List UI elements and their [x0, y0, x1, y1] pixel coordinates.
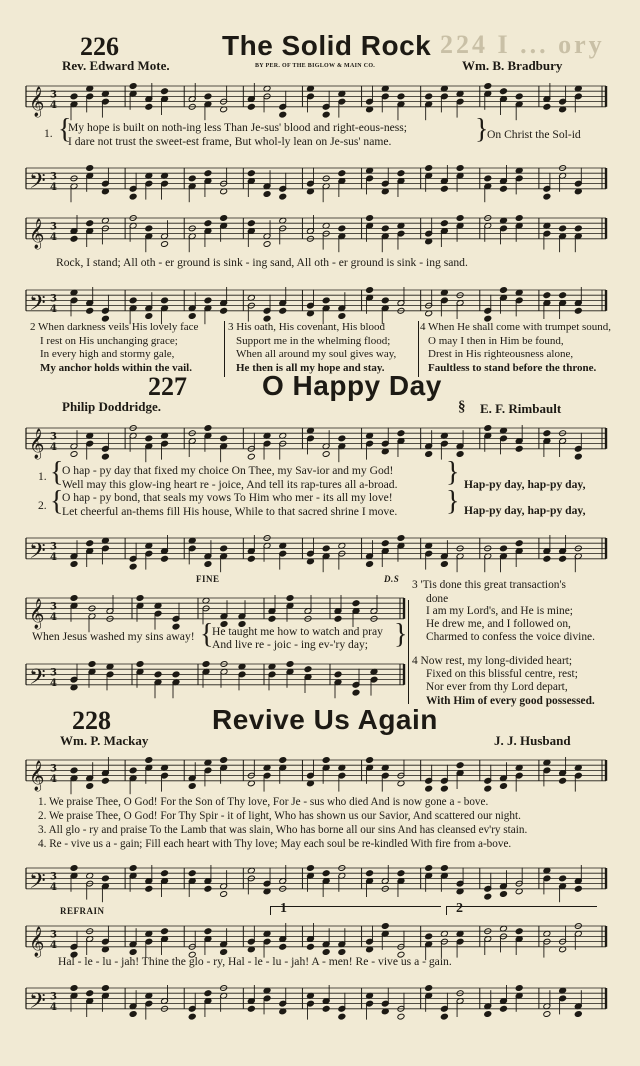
staff-228-row2-bass [26, 978, 606, 1018]
note-head [86, 783, 94, 790]
verse-line: Faultless to stand before the throne. [428, 361, 597, 374]
note-head [145, 313, 153, 320]
note-head [322, 297, 330, 304]
note-head [543, 193, 551, 200]
staff-227-row1-bass [26, 528, 606, 568]
note-head [381, 297, 389, 304]
time-signature: 3 [50, 991, 57, 1003]
note-head [397, 93, 405, 100]
note-head [161, 928, 169, 935]
note-head [334, 615, 342, 622]
note-head [307, 865, 315, 872]
note-head [70, 561, 78, 568]
verse-line: Support me in the whelming flood; [236, 334, 391, 347]
note-head [484, 893, 492, 900]
note-head [543, 1011, 551, 1018]
note-head [161, 297, 169, 304]
note-head [425, 933, 433, 940]
verse-line: Nor ever from thy Lord depart, [426, 681, 568, 694]
note-head [286, 595, 294, 602]
note-head [279, 307, 287, 314]
time-signature: 3 [50, 171, 57, 183]
author-228: Wm. P. Mackay [60, 733, 149, 748]
note-head [188, 783, 196, 790]
note-head [515, 928, 523, 935]
note-head [279, 193, 287, 200]
brace: } [475, 114, 489, 145]
stanza-line: 3. All glo - ry and praise To the Lamb that was slain, Who has borne all our sins And has cleansed ev'ry stain. [38, 824, 528, 836]
note-head [440, 220, 448, 227]
note-head [204, 93, 212, 100]
verse-line: My anchor holds within the vail. [40, 361, 192, 374]
note-head [397, 430, 405, 437]
time-signature: 3 [50, 89, 57, 101]
note-head [70, 595, 78, 602]
note-head [101, 985, 109, 992]
note-head [322, 545, 330, 552]
note-head [220, 891, 228, 898]
note-head [145, 885, 153, 892]
note-head [136, 595, 144, 602]
note-head [101, 875, 109, 882]
note-head [484, 425, 492, 432]
note-head [574, 453, 582, 460]
verse-number: 1. [44, 127, 53, 140]
brace: } [394, 619, 408, 650]
note-head [440, 561, 448, 568]
note-head [145, 103, 153, 110]
note-head [366, 870, 374, 877]
note-head [352, 689, 360, 696]
note-head [204, 990, 212, 997]
note-head [366, 287, 374, 294]
time-signature: 4 [50, 99, 57, 111]
note-head [338, 1013, 346, 1020]
note-head [543, 292, 551, 299]
lyric-line: O hap - py bond, that seals my vows To Him who mer - its all my love! [62, 491, 393, 504]
verse-line: 4 Now rest, my long-divided heart; [412, 655, 573, 667]
clef-icon: 𝄞 [29, 760, 45, 791]
note-head [425, 785, 433, 792]
lyric-line: He taught me how to watch and pray [212, 625, 383, 638]
note-head [515, 445, 523, 452]
time-signature: 3 [50, 541, 57, 553]
clef-icon: 𝄞 [29, 428, 45, 459]
note-head [202, 661, 210, 668]
note-head [145, 225, 153, 232]
note-head [129, 865, 137, 872]
time-signature: 4 [50, 231, 57, 243]
note-head [188, 1013, 196, 1020]
staff-227-row2-bass [26, 654, 404, 694]
note-head [204, 425, 212, 432]
brace: { [50, 457, 64, 488]
note-head [161, 88, 169, 95]
verse-number: 1. [38, 470, 47, 483]
time-signature: 3 [50, 601, 57, 613]
verse-line: He then is all my hope and stay. [236, 361, 385, 374]
hymn-number-226: 226 [80, 32, 119, 61]
note-head [161, 870, 169, 877]
note-head [247, 220, 255, 227]
note-head [456, 762, 464, 769]
note-head [397, 870, 405, 877]
note-head [381, 540, 389, 547]
clef-icon: 𝄞 [29, 598, 45, 629]
verse-line: With Him of every good possessed. [426, 694, 595, 707]
verse-line: Fixed on this blissful centre, rest; [426, 668, 578, 681]
lyric-line: Let cheerful an-thems fill His house, While to that sacred shrine I move. [62, 505, 398, 518]
note-head [70, 93, 78, 100]
note-head [204, 297, 212, 304]
verse-line: I rest on His unchanging grace; [40, 334, 178, 347]
note-head [425, 165, 433, 172]
note-head [247, 1005, 255, 1012]
note-head [70, 985, 78, 992]
lyric-line: My hope is built on noth-ing less Than Je-sus' blood and right-eous-ness; [68, 121, 408, 134]
clef-icon: 𝄢 [29, 168, 46, 199]
note-head [366, 215, 374, 222]
note-head [154, 671, 162, 678]
staff-228-row2-treble [26, 916, 606, 956]
time-signature: 3 [50, 293, 57, 305]
verse-line: When all around my soul gives way, [236, 348, 397, 361]
note-head [574, 225, 582, 232]
clef-icon: 𝄞 [29, 926, 45, 957]
time-signature: 3 [50, 763, 57, 775]
clef-icon: 𝄞 [29, 86, 45, 117]
note-head [247, 555, 255, 562]
note-head [161, 241, 169, 248]
time-signature: 4 [50, 1001, 57, 1013]
staff-227-row2-treble [26, 588, 404, 628]
stanza-line: 1. We praise Thee, O God! For the Son of Thy love, For Je - sus who died And is now gone a - bove. [38, 796, 489, 808]
note-head [440, 1013, 448, 1020]
clef-icon: 𝄞 [29, 218, 45, 249]
verse-line: He drew me, and I followed on, [426, 618, 571, 631]
note-head [129, 767, 137, 774]
verse-number: 2. [38, 499, 47, 512]
note-head [322, 870, 330, 877]
note-head [456, 215, 464, 222]
clef-icon: 𝄢 [29, 538, 46, 569]
staff-227-row1-treble [26, 418, 606, 458]
note-head [338, 435, 346, 442]
lyric-line: On Christ the Sol-id [487, 128, 581, 141]
note-head [204, 220, 212, 227]
note-head [425, 865, 433, 872]
note-head [247, 170, 255, 177]
note-head [574, 885, 582, 892]
time-signature: 3 [50, 871, 57, 883]
hymn-title-228: Revive Us Again [212, 704, 438, 735]
brace: { [58, 114, 72, 145]
brace: { [50, 486, 64, 517]
clef-icon: 𝄢 [29, 988, 46, 1019]
brace: } [446, 486, 460, 517]
note-head [263, 191, 271, 198]
verse-line [412, 579, 566, 606]
note-head [425, 93, 433, 100]
time-signature: 4 [50, 181, 57, 193]
verse-line: Drest in His righteousness alone, [428, 348, 574, 361]
refrain-lyric: Hap-py day, hap-py day, [464, 504, 586, 517]
note-head [304, 666, 312, 673]
clef-icon: 𝄢 [29, 290, 46, 321]
note-head [440, 785, 448, 792]
verse-block [228, 321, 396, 375]
time-signature: 4 [50, 611, 57, 623]
note-head [425, 451, 433, 458]
time-signature: 3 [50, 431, 57, 443]
author-226: Rev. Edward Mote. [62, 58, 170, 73]
note-head [220, 307, 228, 314]
note-head [220, 757, 228, 764]
note-head [543, 103, 551, 110]
segno-icon: § [458, 399, 466, 415]
note-head [136, 661, 144, 668]
verse-line: Charmed to confess the voice divine. [426, 631, 595, 644]
note-head [543, 430, 551, 437]
refrain-label: REFRAIN [60, 906, 105, 916]
brace: } [446, 457, 460, 488]
note-head [279, 757, 287, 764]
note-head [559, 875, 567, 882]
staff-226-row1-treble [26, 76, 606, 116]
brace: { [200, 619, 214, 650]
note-head [440, 185, 448, 192]
note-head [86, 165, 94, 172]
verse-block [412, 579, 566, 606]
note-head [86, 990, 94, 997]
staff-226-row1-bass [26, 158, 606, 198]
composer-228: J. J. Husband [494, 733, 571, 748]
note-head [338, 313, 346, 320]
note-head [574, 1011, 582, 1018]
note-head [366, 561, 374, 568]
lyric-line: Rock, I stand; All oth - er ground is sink - ing sand, All oth - er ground is sink - ing sand. [56, 256, 468, 269]
note-head [484, 785, 492, 792]
note-head [204, 928, 212, 935]
note-head [484, 83, 492, 90]
note-head [500, 545, 508, 552]
note-head [322, 757, 330, 764]
divider [224, 321, 225, 377]
note-head [484, 175, 492, 182]
note-head [500, 185, 508, 192]
hymn-number-227: 227 [148, 372, 187, 401]
note-head [397, 1013, 405, 1020]
verse-line: 2 When darkness veils His lovely face [30, 321, 199, 333]
note-head [247, 453, 255, 460]
ending-bracket-1 [270, 906, 441, 915]
note-head [88, 661, 96, 668]
verse-text: done [426, 592, 449, 605]
stanza-line: 4. Re - vive us a - gain; Fill each heart with Thy love; May each soul be re-kindled With fire from a-bove. [38, 838, 512, 850]
note-head [440, 865, 448, 872]
note-head [515, 215, 523, 222]
note-head [204, 885, 212, 892]
lyric-line: And live re - joic - ing ev-'ry day; [212, 638, 368, 651]
refrain-lyric: Hap-py day, hap-py day, [464, 478, 586, 491]
note-head [204, 561, 212, 568]
ds-mark: D.S [384, 574, 400, 584]
author-227: Philip Doddridge. [62, 399, 161, 414]
note-head [484, 1011, 492, 1018]
bleed-through-text: 224 I ... ory [440, 30, 605, 59]
note-head [515, 93, 523, 100]
staff-226-row2-bass [26, 280, 606, 320]
note-head [70, 235, 78, 242]
note-head [129, 83, 137, 90]
note-head [129, 1011, 137, 1018]
note-head [456, 165, 464, 172]
time-signature: 3 [50, 667, 57, 679]
note-head [263, 241, 271, 248]
note-head [334, 671, 342, 678]
composer-226: Wm. B. Bradbury [462, 58, 563, 73]
divider [418, 321, 419, 377]
note-head [279, 943, 287, 950]
verse-line: In every high and stormy gale, [40, 348, 175, 361]
composer-227: E. F. Rimbault [480, 401, 562, 416]
note-head [145, 757, 153, 764]
clef-icon: 𝄢 [29, 664, 46, 695]
note-head [559, 225, 567, 232]
note-head [172, 623, 180, 630]
time-signature: 4 [50, 303, 57, 315]
verse-line: 3 His oath, His covenant, His blood [228, 321, 386, 333]
stanza-line: 2. We praise Thee, O God! For Thy Spir - it of light, Who has shown us our Savior, And scattered our night. [38, 810, 521, 822]
verse-line: I am my Lord's, and He is mine; [426, 605, 573, 617]
staff-228-row1-bass [26, 858, 606, 898]
note-head [425, 985, 433, 992]
lyric-line: O hap - py day that fixed my choice On Thee, my Sav-ior and my God! [62, 464, 394, 477]
note-head [129, 193, 137, 200]
hymn-title-226: The Solid Rock [222, 30, 432, 61]
verse-line: O may I then in Him be found, [428, 334, 564, 347]
note-head [188, 870, 196, 877]
verse-text: 3 'Tis done this great transaction's [412, 579, 566, 591]
note-head [322, 1005, 330, 1012]
note-head [352, 600, 360, 607]
note-head [101, 777, 109, 784]
lyric-line: When Jesus washed my sins away! [32, 630, 195, 643]
note-head [220, 435, 228, 442]
verse-block [30, 321, 198, 375]
ending-bracket-2 [446, 906, 597, 915]
note-head [500, 88, 508, 95]
verse-block [420, 321, 611, 375]
note-head [381, 923, 389, 930]
note-head [307, 943, 315, 950]
time-signature: 4 [50, 551, 57, 563]
note-head [500, 891, 508, 898]
staff-228-row1-treble [26, 750, 606, 790]
staff-226-row2-treble [26, 208, 606, 248]
divider [408, 600, 409, 704]
note-head [129, 297, 137, 304]
clef-icon: 𝄢 [29, 868, 46, 899]
lyric-line: Well may this glow-ing heart re - joice, And tell its rap-tures all a-broad. [62, 478, 398, 491]
note-head [559, 777, 567, 784]
note-head [500, 287, 508, 294]
verse-block [412, 605, 595, 645]
time-signature: 4 [50, 881, 57, 893]
note-head [574, 307, 582, 314]
permission-notice: BY PER. OF THE BIGLOW & MAIN CO. [255, 63, 376, 69]
note-head [268, 615, 276, 622]
verse-line: 4 When He shall come with trumpet sound, [420, 321, 612, 333]
note-head [397, 170, 405, 177]
note-head [559, 292, 567, 299]
note-head [220, 215, 228, 222]
note-head [338, 225, 346, 232]
note-head [86, 307, 94, 314]
time-signature: 4 [50, 773, 57, 785]
note-head [366, 757, 374, 764]
note-head [543, 555, 551, 562]
note-head [70, 767, 78, 774]
time-signature: 3 [50, 221, 57, 233]
verse-block [412, 655, 595, 708]
note-head [247, 103, 255, 110]
time-signature: 4 [50, 441, 57, 453]
note-head [500, 1005, 508, 1012]
note-head [381, 225, 389, 232]
note-head [515, 540, 523, 547]
note-head [500, 783, 508, 790]
note-head [279, 111, 287, 118]
note-head [559, 555, 567, 562]
hymn-number-228: 228 [72, 706, 111, 735]
note-head [145, 435, 153, 442]
note-head [188, 175, 196, 182]
refrain-lyric-line: Hal - le - lu - jah! Thine the glo - ry, Hal - le - lu - jah! A - men! Re - vive us a - gain. [58, 955, 452, 968]
note-head [172, 671, 180, 678]
time-signature: 3 [50, 929, 57, 941]
note-head [129, 563, 137, 570]
ending-number-2: 2 [456, 901, 463, 916]
note-head [86, 540, 94, 547]
note-head [86, 220, 94, 227]
note-head [70, 451, 78, 458]
note-head [515, 985, 523, 992]
time-signature: 4 [50, 939, 57, 951]
lyric-line: I dare not trust the sweet-est frame, But whol-ly lean on Je-sus' name. [68, 135, 392, 148]
ending-number-1: 1 [280, 901, 287, 916]
fine-mark: FINE [196, 574, 220, 584]
note-head [161, 555, 169, 562]
note-head [204, 170, 212, 177]
time-signature: 4 [50, 677, 57, 689]
note-head [322, 111, 330, 118]
note-head [397, 535, 405, 542]
note-head [101, 453, 109, 460]
note-head [338, 170, 346, 177]
note-head [322, 451, 330, 458]
note-head [188, 313, 196, 320]
note-head [70, 865, 78, 872]
note-head [286, 661, 294, 668]
hymn-title-227: O Happy Day [262, 370, 442, 401]
note-head [220, 545, 228, 552]
